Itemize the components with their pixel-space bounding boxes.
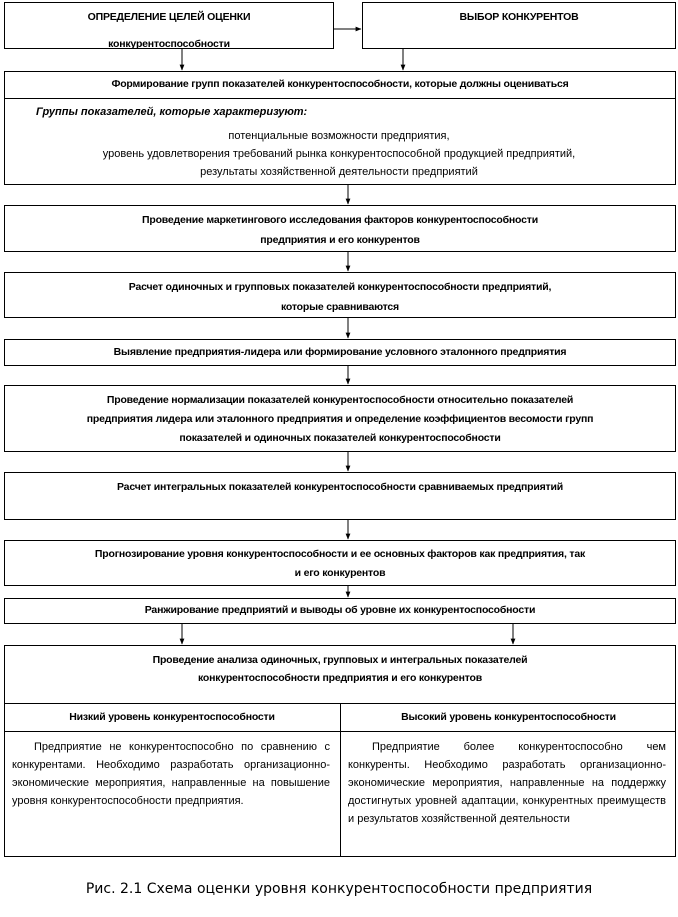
analysis-line-2: конкурентоспособности предприятия и его конкурентов (198, 672, 482, 684)
groups-item-2: уровень удовлетворения требований рынка конкурентоспособной продукцией предприятий, (102, 148, 576, 160)
calc-line-2: которые сравниваются (280, 301, 399, 313)
forecast-line-1: Прогнозирование уровня конкурентоспособности и ее основных факторов как предприятия, так (94, 548, 586, 560)
low-level-header: Низкий уровень конкурентоспособности (69, 711, 275, 723)
high-level-text: Предприятие более конкурентоспособно чем конкуренты. Необходимо разработать организационно-экономические мероприятия, направленные на поддержку достигнутых уровней адаптации, конкурентных преимуществ и результатов хозяйственной деятельности (348, 741, 666, 825)
normalization-line-3: показателей и одиночных показателей конкурентоспособности (179, 432, 501, 444)
normalization-line-1: Проведение нормализации показателей конкурентоспособности относительно показателей (106, 394, 574, 406)
calc-line-1: Расчет одиночных и групповых показателей конкурентоспособности предприятий, (128, 281, 552, 293)
groups-header: Формирование групп показателей конкурентоспособности, которые должны оцениваться (111, 78, 569, 90)
ranking-text: Ранжирование предприятий и выводы об уровне их конкурентоспособности (144, 604, 536, 616)
goals-title: ОПРЕДЕЛЕНИЕ ЦЕЛЕЙ ОЦЕНКИ (87, 11, 251, 23)
figure-caption: Рис. 2.1 Схема оценки уровня конкурентоспособности предприятия (85, 881, 593, 897)
marketing-line-2: предприятия и его конкурентов (260, 234, 420, 246)
forecast-line-2: и его конкурентов (294, 567, 386, 579)
groups-subheader: Группы показателей, которые характеризуют: (36, 106, 308, 118)
normalization-line-2: предприятия лидера или эталонного предприятия и определение коэффициентов весомости групп (86, 413, 594, 425)
groups-item-1: потенциальные возможности предприятия, (228, 130, 450, 142)
groups-item-3: результаты хозяйственной деятельности предприятий (200, 166, 478, 178)
goals-subtitle: конкурентоспособности (108, 38, 230, 49)
leader-text: Выявление предприятия-лидера или формирование условного эталонного предприятия (113, 346, 567, 358)
integral-text: Расчет интегральных показателей конкурентоспособности сравниваемых предприятий (117, 481, 563, 493)
analysis-line-1: Проведение анализа одиночных, групповых и интегральных показателей (152, 654, 528, 666)
marketing-line-1: Проведение маркетингового исследования факторов конкурентоспособности (142, 214, 538, 226)
competitors-title: ВЫБОР КОНКУРЕНТОВ (459, 11, 579, 23)
low-level-text: Предприятие не конкурентоспособно по сравнению с конкурентами. Необходимо разработать организационно-экономические мероприятия, направленные на повышение уровня конкурентоспособности предприятия. (12, 741, 330, 807)
high-level-header: Высокий уровень конкурентоспособности (401, 711, 616, 723)
